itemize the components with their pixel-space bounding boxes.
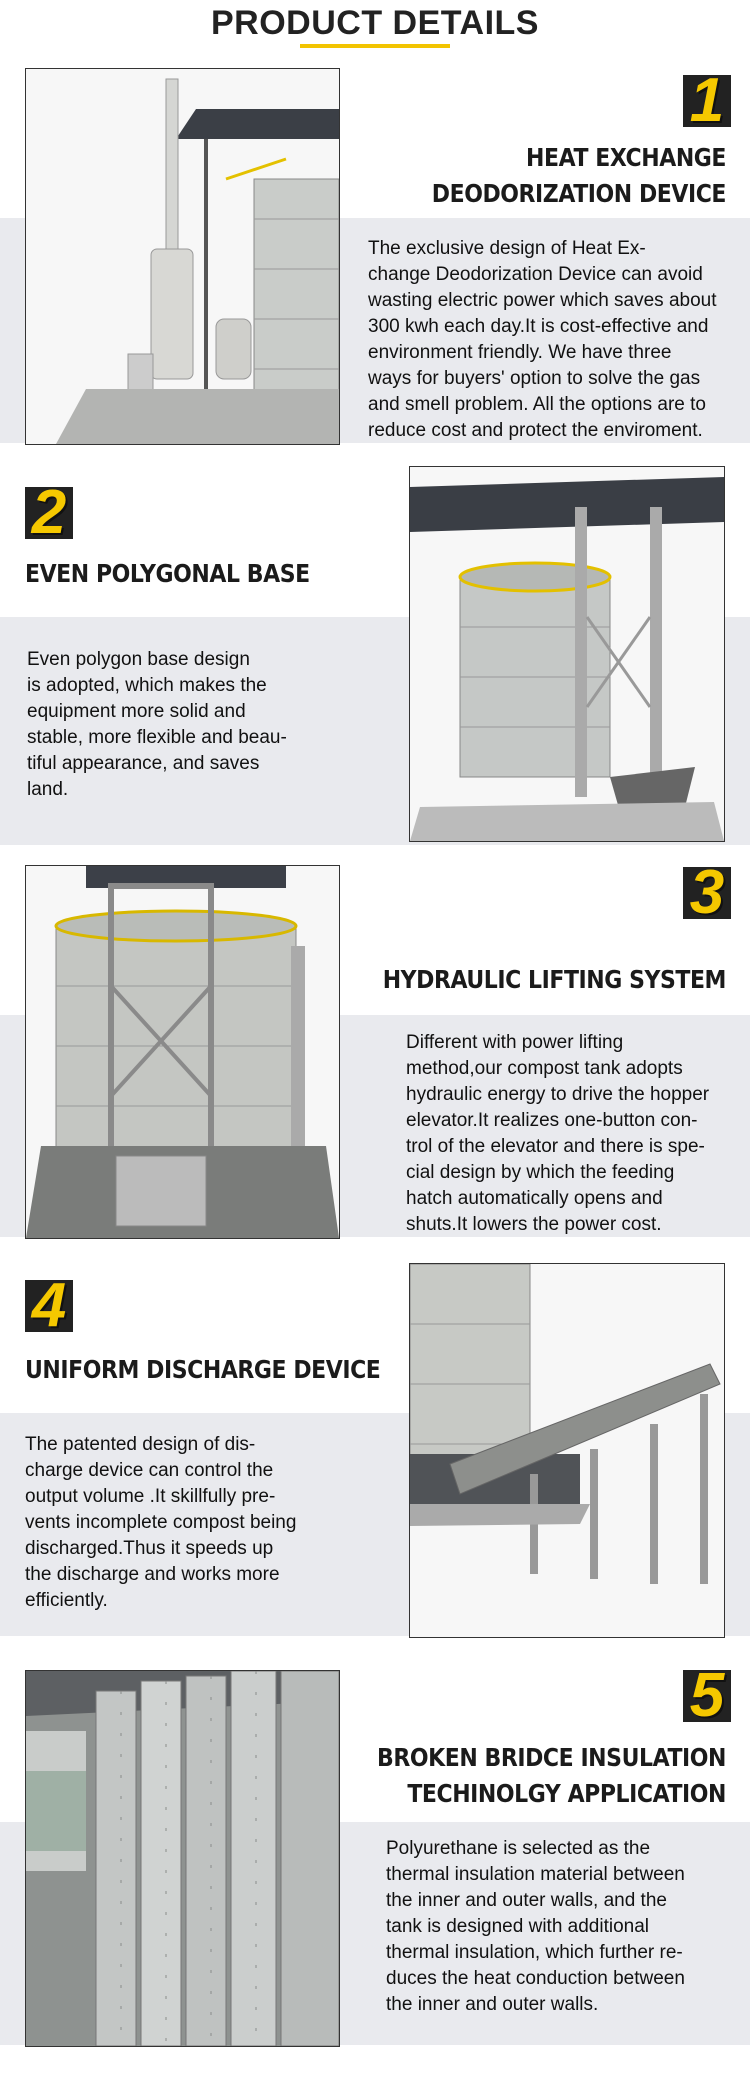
section-1-body: The exclusive design of Heat Ex- change Deodorization Device can avoid wasting electric power which saves about 300 kwh each day.It is cost-effective and environment friendly. We have three ways for buyers' option to solve the gas and smell problem. All the options are to reduce cost and protect the enviroment. <box>368 238 717 441</box>
section-4-body: The patented design of dis- charge device can control the output volume .It skillfully pre- vents incomplete compost being discharged.Thus it speeds up the discharge and works more efficiently. <box>25 1434 297 1611</box>
section-3-body: Different with power lifting method,our compost tank adopts hydraulic energy to drive the hopper elevator.It realizes one-button con- trol of the elevator and there is spe- cial design by which the feeding hatch automatically opens and shuts.It lowers the power cost. <box>406 1032 710 1235</box>
section-3-number-badge: 3 <box>683 867 731 919</box>
section-1-heading: HEAT EXCHANGE DEODORIZATION DEVICE <box>431 143 726 208</box>
deodorization-device-photo <box>26 69 339 444</box>
section-4-number-badge: 4 <box>25 1280 73 1332</box>
section-2-body: Even polygon base design is adopted, which makes the equipment more solid and stable, more flexible and beau- tiful appearance, and saves land. <box>27 649 287 800</box>
section-5-number-badge: 5 <box>683 1670 731 1722</box>
polygonal-base-photo <box>410 467 724 841</box>
section-4-image <box>409 1263 725 1638</box>
section-2-heading: EVEN POLYGONAL BASE <box>25 559 310 588</box>
section-2-image <box>409 466 725 842</box>
section-5-heading: BROKEN BRIDCE INSULATION TECHINOLGY APPLICATION <box>377 1743 726 1808</box>
insulation-panels-photo <box>26 1671 339 2046</box>
section-3-image <box>25 865 340 1239</box>
section-1-number-badge: 1 <box>683 75 731 127</box>
section-3-heading: HYDRAULIC LIFTING SYSTEM <box>382 965 726 994</box>
page-title: PRODUCT DETAILS <box>211 4 539 42</box>
section-4-heading: UNIFORM DISCHARGE DEVICE <box>25 1355 381 1384</box>
page-header <box>0 0 750 60</box>
section-1-image <box>25 68 340 445</box>
hydraulic-lifting-photo <box>26 866 339 1238</box>
section-2-number-badge: 2 <box>25 487 73 539</box>
title-underline <box>300 44 450 48</box>
discharge-device-photo <box>410 1264 724 1637</box>
section-5-image <box>25 1670 340 2047</box>
section-5-body: Polyurethane is selected as the thermal insulation material between the inner and outer walls, and the tank is designed with additional thermal insulation, which further re- duces the heat conduction between the inner and outer walls. <box>386 1838 685 2015</box>
